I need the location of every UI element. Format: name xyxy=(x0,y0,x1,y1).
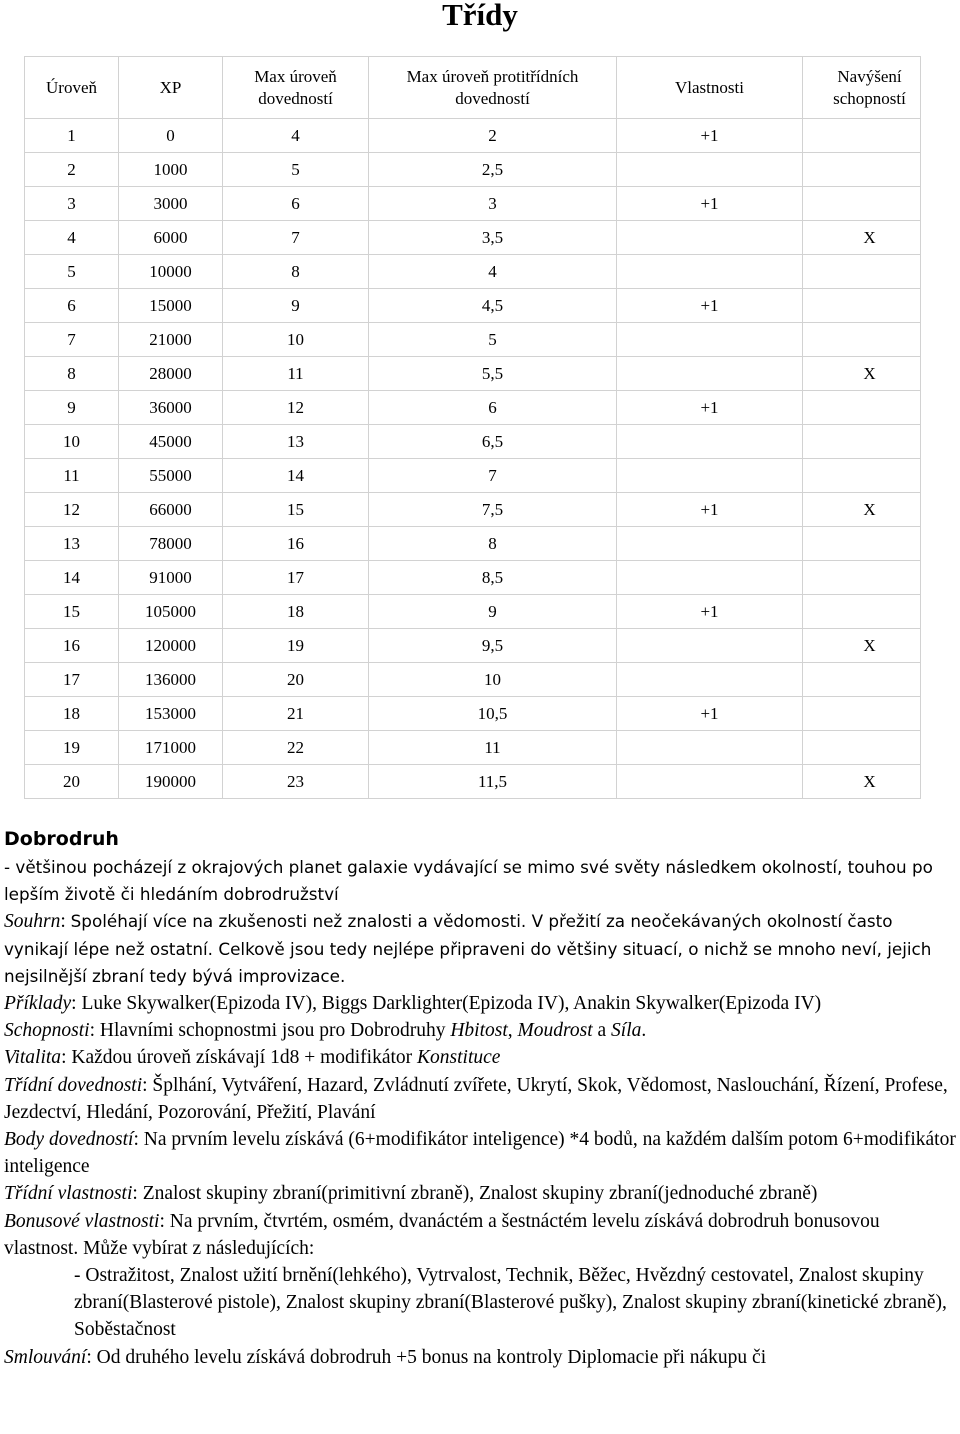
table-row xyxy=(25,663,921,697)
cell-level: 6 xyxy=(25,289,119,323)
cell-max-cross-skill: 3 xyxy=(369,187,617,221)
cell-max-cross-skill: 6,5 xyxy=(369,425,617,459)
cell-xp: 36000 xyxy=(119,391,223,425)
cell-abilities xyxy=(617,527,803,561)
cell-ability-increase xyxy=(803,731,921,765)
cell-max-cross-skill: 2 xyxy=(369,119,617,153)
cell-abilities xyxy=(617,731,803,765)
cell-level: 7 xyxy=(25,323,119,357)
cell-level: 12 xyxy=(25,493,119,527)
cell-max-cross-skill: 7 xyxy=(369,459,617,493)
table-header-row xyxy=(25,57,921,119)
table-row xyxy=(25,391,921,425)
table-row xyxy=(25,561,921,595)
cell-xp: 171000 xyxy=(119,731,223,765)
cell-xp: 6000 xyxy=(119,221,223,255)
cell-ability-increase xyxy=(803,391,921,425)
header-max-skill: Max úroveň dovedností xyxy=(223,57,369,119)
cell-max-cross-skill: 3,5 xyxy=(369,221,617,255)
cell-ability-increase xyxy=(803,561,921,595)
table-row xyxy=(25,731,921,765)
cell-level: 5 xyxy=(25,255,119,289)
cell-ability-increase xyxy=(803,119,921,153)
header-xp: XP xyxy=(119,57,223,119)
cell-level: 3 xyxy=(25,187,119,221)
header-abilities: Vlastnosti xyxy=(617,57,803,119)
cell-xp: 1000 xyxy=(119,153,223,187)
cell-xp: 136000 xyxy=(119,663,223,697)
contracts-text: : Od druhého levelu získává dobrodruh +5 bonus na kontroly Diplomacie při nákupu či xyxy=(86,1346,767,1368)
cell-xp: 190000 xyxy=(119,765,223,799)
cell-ability-increase xyxy=(803,323,921,357)
cell-max-skill: 10 xyxy=(223,323,369,357)
ability-dexterity: Hbitost xyxy=(450,1020,508,1042)
contracts-label: Smlouvání xyxy=(4,1346,87,1368)
cell-xp: 21000 xyxy=(119,323,223,357)
cell-max-skill: 9 xyxy=(223,289,369,323)
cell-ability-increase: X xyxy=(803,357,921,391)
cell-max-cross-skill: 11,5 xyxy=(369,765,617,799)
skill-points-paragraph xyxy=(4,1126,958,1180)
cell-abilities xyxy=(617,255,803,289)
ability-strength: Síla xyxy=(611,1020,642,1042)
cell-abilities: +1 xyxy=(617,119,803,153)
cell-max-cross-skill: 2,5 xyxy=(369,153,617,187)
cell-max-skill: 22 xyxy=(223,731,369,765)
class-skills-paragraph xyxy=(4,1072,958,1126)
table-row xyxy=(25,629,921,663)
bonus-feats-text: : Na prvním, čtvrtém, osmém, dvanáctém a šestnáctém levelu získává dobrodruh bonusovou vlastnost. xyxy=(4,1210,880,1259)
cell-abilities: +1 xyxy=(617,493,803,527)
table-row xyxy=(25,357,921,391)
cell-level: 20 xyxy=(25,765,119,799)
cell-max-skill: 14 xyxy=(223,459,369,493)
summary-sep: : xyxy=(60,911,71,933)
summary-text-1: Spoléhají více na zkušenosti než znalosti a vědomosti. xyxy=(70,911,532,932)
table-row xyxy=(25,425,921,459)
cell-max-skill: 13 xyxy=(223,425,369,459)
header-ability-increase: Navýšení schopností xyxy=(803,57,921,119)
cell-abilities: +1 xyxy=(617,595,803,629)
vitality-modifier: Konstituce xyxy=(417,1047,501,1069)
cell-xp: 78000 xyxy=(119,527,223,561)
cell-ability-increase xyxy=(803,255,921,289)
cell-ability-increase: X xyxy=(803,493,921,527)
skill-points-label: Body dovedností xyxy=(4,1129,134,1151)
cell-max-skill: 19 xyxy=(223,629,369,663)
table-row xyxy=(25,527,921,561)
examples-label: Příklady xyxy=(4,993,72,1015)
cell-xp: 120000 xyxy=(119,629,223,663)
cell-level: 15 xyxy=(25,595,119,629)
cell-level: 19 xyxy=(25,731,119,765)
cell-level: 18 xyxy=(25,697,119,731)
table-row xyxy=(25,187,921,221)
cell-level: 9 xyxy=(25,391,119,425)
cell-abilities xyxy=(617,765,803,799)
cell-ability-increase xyxy=(803,663,921,697)
cell-max-skill: 20 xyxy=(223,663,369,697)
cell-max-skill: 8 xyxy=(223,255,369,289)
summary-paragraph xyxy=(4,908,958,990)
cell-max-cross-skill: 4 xyxy=(369,255,617,289)
cell-ability-increase xyxy=(803,187,921,221)
cell-max-skill: 7 xyxy=(223,221,369,255)
cell-level: 10 xyxy=(25,425,119,459)
cell-abilities xyxy=(617,357,803,391)
cell-abilities: +1 xyxy=(617,697,803,731)
table-row xyxy=(25,323,921,357)
cell-xp: 45000 xyxy=(119,425,223,459)
cell-xp: 153000 xyxy=(119,697,223,731)
cell-max-skill: 5 xyxy=(223,153,369,187)
cell-abilities: +1 xyxy=(617,187,803,221)
cell-max-skill: 12 xyxy=(223,391,369,425)
summary-text-3: Celkově jsou tedy nejlépe připraveni do většiny situací, o nichž se mnoho neví, jejich nejsilnější zbraní tedy bývá improvizace. xyxy=(4,938,932,986)
table-body xyxy=(25,119,921,799)
cell-max-skill: 17 xyxy=(223,561,369,595)
cell-level: 17 xyxy=(25,663,119,697)
cell-max-cross-skill: 6 xyxy=(369,391,617,425)
cell-xp: 15000 xyxy=(119,289,223,323)
ability-sep: , xyxy=(507,1020,518,1042)
cell-max-cross-skill: 8 xyxy=(369,527,617,561)
cell-level: 16 xyxy=(25,629,119,663)
cell-max-cross-skill: 10 xyxy=(369,663,617,697)
cell-level: 11 xyxy=(25,459,119,493)
cell-ability-increase xyxy=(803,425,921,459)
vitality-text: : Každou úroveň získávají 1d8 + modifikátor xyxy=(61,1047,418,1069)
cell-abilities xyxy=(617,459,803,493)
cell-abilities xyxy=(617,323,803,357)
cell-max-cross-skill: 10,5 xyxy=(369,697,617,731)
ability-wisdom: Moudrost xyxy=(517,1020,593,1042)
cell-max-cross-skill: 4,5 xyxy=(369,289,617,323)
cell-max-cross-skill: 9,5 xyxy=(369,629,617,663)
cell-max-cross-skill: 7,5 xyxy=(369,493,617,527)
cell-xp: 3000 xyxy=(119,187,223,221)
cell-level: 2 xyxy=(25,153,119,187)
table-row xyxy=(25,119,921,153)
cell-max-skill: 16 xyxy=(223,527,369,561)
level-progression-table xyxy=(24,56,921,799)
vitality-label: Vitalita xyxy=(4,1047,62,1069)
cell-abilities xyxy=(617,425,803,459)
table-row xyxy=(25,493,921,527)
vitality-paragraph xyxy=(4,1044,958,1071)
class-intro: - většinou pocházejí z okrajových planet galaxie vydávající se mimo své světy následkem okolností, touhou po lepším životě či hledáním dobrodružství xyxy=(4,857,933,905)
cell-level: 14 xyxy=(25,561,119,595)
cell-abilities xyxy=(617,221,803,255)
cell-ability-increase xyxy=(803,289,921,323)
cell-max-cross-skill: 11 xyxy=(369,731,617,765)
bonus-feats-list: - Ostražitost, Znalost užití brnění(lehkého), Vytrvalost, Technik, Běžec, Hvězdný cestovatel, Znalost skupiny zbraní(Blasterové pistole), Znalost skupiny zbraní(Blasterové pušky), Znalost skupiny zbraní(kinetické zbraně), Soběstačnost xyxy=(74,1265,947,1341)
examples-paragraph xyxy=(4,990,958,1017)
cell-xp: 10000 xyxy=(119,255,223,289)
table-row xyxy=(25,289,921,323)
cell-abilities xyxy=(617,663,803,697)
table-row xyxy=(25,221,921,255)
cell-abilities xyxy=(617,561,803,595)
table-row xyxy=(25,153,921,187)
cell-max-cross-skill: 5,5 xyxy=(369,357,617,391)
abilities-text: : Hlavními schopnostmi jsou pro Dobrodruhy xyxy=(89,1020,451,1042)
table-row xyxy=(25,697,921,731)
bonus-feats-paragraph xyxy=(4,1208,958,1262)
header-max-cross-skill: Max úroveň protitřídních dovedností xyxy=(369,57,617,119)
class-name: Dobrodruh xyxy=(4,828,119,850)
cell-xp: 55000 xyxy=(119,459,223,493)
cell-level: 4 xyxy=(25,221,119,255)
class-feats-paragraph xyxy=(4,1180,958,1207)
cell-ability-increase xyxy=(803,697,921,731)
bonus-feats-label: Bonusové vlastnosti xyxy=(4,1210,160,1232)
cell-level: 8 xyxy=(25,357,119,391)
class-skills-text: : Šplhání, Vytváření, Hazard, Zvládnutí zvířete, Ukrytí, Skok, Vědomost, Naslouchání, Řízení, Profese, Jezdectví, Hledání, Pozorování, Přežití, Plavání xyxy=(4,1074,948,1123)
cell-abilities: +1 xyxy=(617,391,803,425)
cell-max-cross-skill: 5 xyxy=(369,323,617,357)
cell-ability-increase: X xyxy=(803,221,921,255)
skill-points-text: : Na prvním levelu získává (6+modifikátor inteligence) *4 bodů, na každém dalším potom 6+modifikátor inteligence xyxy=(4,1129,956,1178)
cell-xp: 66000 xyxy=(119,493,223,527)
cell-ability-increase xyxy=(803,595,921,629)
table-row xyxy=(25,459,921,493)
examples-text: : Luke Skywalker(Epizoda IV), Biggs Darklighter(Epizoda IV), Anakin Skywalker(Epizoda IV) xyxy=(71,993,822,1015)
table-row xyxy=(25,765,921,799)
cell-ability-increase xyxy=(803,153,921,187)
abilities-label: Schopnosti xyxy=(4,1020,90,1042)
class-description xyxy=(4,824,958,1371)
cell-max-skill: 11 xyxy=(223,357,369,391)
cell-max-skill: 21 xyxy=(223,697,369,731)
cell-ability-increase: X xyxy=(803,765,921,799)
cell-max-cross-skill: 8,5 xyxy=(369,561,617,595)
table-row xyxy=(25,595,921,629)
cell-xp: 28000 xyxy=(119,357,223,391)
summary-label: Souhrn xyxy=(4,911,61,933)
cell-xp: 91000 xyxy=(119,561,223,595)
cell-xp: 105000 xyxy=(119,595,223,629)
contracts-paragraph xyxy=(4,1344,958,1371)
cell-level: 13 xyxy=(25,527,119,561)
cell-ability-increase xyxy=(803,527,921,561)
ability-and: a xyxy=(592,1020,612,1042)
cell-max-skill: 23 xyxy=(223,765,369,799)
cell-max-skill: 6 xyxy=(223,187,369,221)
abilities-paragraph xyxy=(4,1017,958,1044)
header-level: Úroveň xyxy=(25,57,119,119)
cell-abilities xyxy=(617,153,803,187)
cell-ability-increase xyxy=(803,459,921,493)
page-title: Třídy xyxy=(442,0,518,32)
cell-xp: 0 xyxy=(119,119,223,153)
cell-abilities: +1 xyxy=(617,289,803,323)
summary-text-2: V přežití za neočekávaných okolností často vynikají lépe než ostatní. xyxy=(4,911,893,959)
cell-max-skill: 4 xyxy=(223,119,369,153)
bonus-feats-text-2: Může vybírat z následujících: xyxy=(83,1237,315,1259)
cell-ability-increase: X xyxy=(803,629,921,663)
cell-max-skill: 18 xyxy=(223,595,369,629)
ability-end: . xyxy=(641,1020,647,1042)
class-feats-text: : Znalost skupiny zbraní(primitivní zbraně), Znalost skupiny zbraní(jednoduché zbraně) xyxy=(132,1183,818,1205)
table-row xyxy=(25,255,921,289)
cell-abilities xyxy=(617,629,803,663)
class-feats-label: Třídní vlastnosti xyxy=(4,1183,133,1205)
class-skills-label: Třídní dovednosti xyxy=(4,1074,143,1096)
cell-max-skill: 15 xyxy=(223,493,369,527)
cell-max-cross-skill: 9 xyxy=(369,595,617,629)
cell-level: 1 xyxy=(25,119,119,153)
